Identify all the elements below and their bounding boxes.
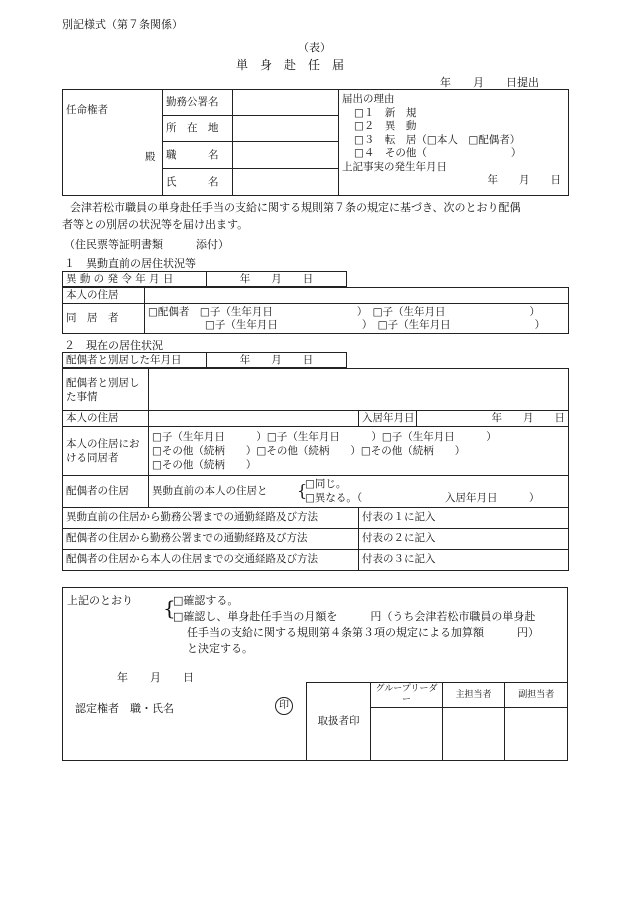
s2-residence-label: 本人の住居 <box>63 411 149 427</box>
reason-cell <box>339 90 569 196</box>
form-number: 別記様式（第７条関係） <box>62 18 183 31</box>
route-2-label: 配偶者の住居から勤務公署までの通勤経路及び方法 <box>63 528 359 549</box>
approval-date[interactable]: 年 月 日 <box>117 671 194 684</box>
s2-cohabitant-cell <box>149 427 569 475</box>
same-checkbox[interactable]: □同じ。 <box>305 477 347 490</box>
approval-box <box>62 587 568 761</box>
move-in-value[interactable]: 年 月 日 <box>417 411 569 427</box>
s2-residence-field[interactable] <box>149 411 359 427</box>
move-in-label: 入居年月日 <box>359 411 417 427</box>
applicant-table <box>62 89 569 196</box>
reason-move-checkbox[interactable]: □３ 転 居（□本人 □配偶者） <box>354 133 521 146</box>
transfer-date-label: 異 動 の 発 令 年 月 日 <box>63 272 207 287</box>
section-1-table <box>62 287 569 334</box>
separation-reason-field[interactable] <box>149 369 569 411</box>
honorific: 殿 <box>145 151 156 163</box>
handler-label: 取扱者印 <box>307 683 371 761</box>
transfer-date-value[interactable]: 年 月 日 <box>207 272 347 287</box>
route-1-label: 異動直前の住居から勤務公署までの通勤経路及び方法 <box>63 507 359 528</box>
spouse-residence-text: 異動直前の本人の住居と <box>152 484 268 497</box>
section-2-table <box>62 368 569 571</box>
handler-table <box>306 682 568 761</box>
s2-cohab-line-3[interactable]: □その他（続柄 ） <box>152 458 257 471</box>
spouse-residence-label: 配偶者の住居 <box>63 475 149 507</box>
section-1-title: １ 異動直前の居住状況等 <box>64 257 196 270</box>
approval-label: 上記のとおり <box>67 594 133 607</box>
confirm-checkbox[interactable]: □確認する。 <box>173 594 239 607</box>
form-side-label: （表） <box>298 41 331 54</box>
name-label: 氏 名 <box>163 169 233 196</box>
separation-date-table <box>62 352 347 368</box>
route-3-label: 配偶者の住居から本人の住居までの交通経路及び方法 <box>63 549 359 570</box>
s2-cohab-line-2[interactable]: □その他（続柄 ）□その他（続柄 ）□その他（続柄 ） <box>152 444 466 457</box>
s2-cohabitant-label: 本人の住居における同居者 <box>63 427 149 475</box>
seal-text: 印 <box>275 697 293 715</box>
route-3-value: 付表の３に記入 <box>359 549 569 570</box>
confirm-amount-line-3: と決定する。 <box>187 642 253 655</box>
location-label: 所 在 地 <box>163 116 233 142</box>
location-field[interactable] <box>233 116 339 142</box>
main-staff-label: 主担当者 <box>443 683 505 708</box>
reason-new-checkbox[interactable]: □１ 新 規 <box>354 106 417 119</box>
different-checkbox[interactable]: □異なる。（ <box>305 491 363 504</box>
route-1-value: 付表の１に記入 <box>359 507 569 528</box>
separation-date-label: 配偶者と別居した年月日 <box>63 353 207 368</box>
name-field[interactable] <box>233 169 339 196</box>
authority-label: 任命権者 <box>66 104 108 116</box>
occurrence-label: 上記事実の発生年月日 <box>342 160 447 173</box>
sub-staff-stamp[interactable] <box>505 708 568 761</box>
s2-cohab-line-1[interactable]: □子（生年月日 ）□子（生年月日 ）□子（生年月日 ） <box>152 430 497 443</box>
s1-cohab-line-1[interactable]: □配偶者 □子（生年月日 ） □子（生年月日 ） <box>148 305 541 318</box>
certifier-label: 認定権者 職・氏名 <box>75 702 174 715</box>
separation-date-value[interactable]: 年 月 日 <box>207 353 347 368</box>
group-leader-label: グループリーダー <box>371 683 443 708</box>
office-label: 勤務公署名 <box>163 90 233 116</box>
group-leader-stamp[interactable] <box>371 708 443 761</box>
office-field[interactable] <box>233 90 339 116</box>
confirm-amount-line-2: 任手当の支給に関する規則第４条第３項の規定による加算額 円） <box>187 626 539 639</box>
intro-line-2: 者等との別居の状況等を届け出ます。 <box>62 218 249 231</box>
brace-icon: { <box>297 480 308 500</box>
intro-line-1: 会津若松市職員の単身赴任手当の支給に関する規則第７条の規定に基づき、次のとおり配偶 <box>70 201 521 214</box>
main-staff-stamp[interactable] <box>443 708 505 761</box>
s1-cohabitant-label: 同 居 者 <box>63 304 145 334</box>
route-2-value: 付表の２に記入 <box>359 528 569 549</box>
reason-label: 届出の理由 <box>342 93 395 105</box>
reason-other-checkbox[interactable]: □４ その他（ ） <box>354 147 522 159</box>
transfer-date-table <box>62 271 347 287</box>
s1-residence-field[interactable] <box>145 288 569 304</box>
approval-brace-icon: { <box>163 596 176 620</box>
different-move-in[interactable]: 入居年月日 ） <box>445 491 540 504</box>
confirm-amount-checkbox[interactable]: □確認し、単身赴任手当の月額を 円（うち会津若松市職員の単身赴 <box>173 610 536 623</box>
s1-residence-label: 本人の住居 <box>63 288 145 304</box>
section-2-title: ２ 現在の居住状況 <box>64 339 163 352</box>
occurrence-date[interactable]: 年 月 日 <box>487 174 561 186</box>
position-label: 職 名 <box>163 142 233 169</box>
separation-reason-label: 配偶者と別居した事情 <box>63 369 149 411</box>
position-field[interactable] <box>233 142 339 169</box>
attachment-note: （住民票等証明書類 添付） <box>64 238 229 251</box>
seal-icon <box>275 697 293 715</box>
form-title: 単 身 赴 任 届 <box>236 58 345 72</box>
s1-cohab-line-2[interactable]: □子（生年月日 ） □子（生年月日 ） <box>205 318 546 331</box>
sub-staff-label: 副担当者 <box>505 683 568 708</box>
submission-date: 年 月 日提出 <box>440 76 539 89</box>
s1-cohabitant-cell <box>145 304 569 334</box>
reason-transfer-checkbox[interactable]: □２ 異 動 <box>354 120 417 132</box>
authority-cell <box>63 90 163 196</box>
spouse-residence-cell <box>149 475 569 507</box>
